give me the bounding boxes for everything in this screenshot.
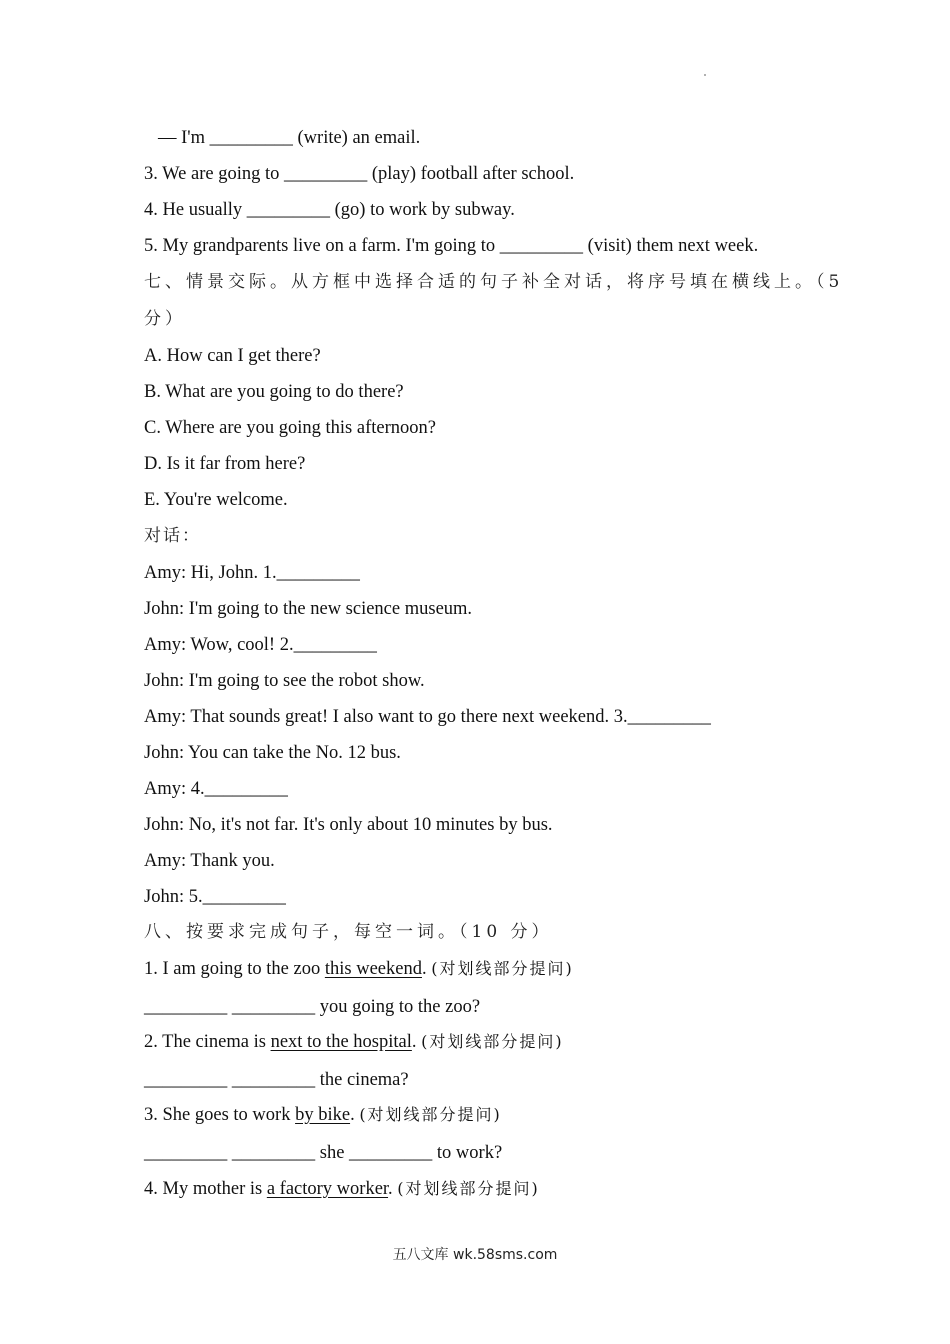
underlined-phrase: a factory worker <box>266 1179 389 1199</box>
dialogue-line: John: I'm going to the new science museum. <box>144 599 473 619</box>
dialogue-line: Amy: Thank you. <box>144 851 275 871</box>
option-e: E. You're welcome. <box>144 490 288 510</box>
footer-watermark: 五八文库 wk.58sms.com <box>392 1247 558 1263</box>
answer-line-1: _________ _________ you going to the zoo? <box>144 997 481 1017</box>
option-c: C. Where are you going this afternoon? <box>144 418 436 438</box>
question-note: (对划线部分提问) <box>359 1105 502 1124</box>
section-8-title: 八、按要求完成句子，每空一词。（10 分） <box>144 922 553 942</box>
dialogue-label: 对话： <box>144 526 201 546</box>
header-mark <box>704 74 706 76</box>
answer-line-2: _________ _________ the cinema? <box>144 1070 409 1090</box>
dialogue-line: John: You can take the No. 12 bus. <box>144 743 401 763</box>
dialogue-line: Amy: Wow, cool! 2._________ <box>144 635 377 655</box>
question-text: 2. The cinema is <box>144 1032 271 1052</box>
question-punct: . <box>350 1105 360 1125</box>
fill-blank-line: 3. We are going to _________ (play) football after school. <box>144 164 575 184</box>
dialogue-line: John: I'm going to see the robot show. <box>144 671 425 691</box>
section-7-title: 七、情景交际。从方框中选择合适的句子补全对话，将序号填在横线上。（5 <box>144 272 844 292</box>
underlined-phrase: this weekend <box>324 959 422 979</box>
section-7-title-cont: 分） <box>144 309 186 329</box>
question-punct: . <box>421 959 432 979</box>
question-2 <box>144 1030 564 1054</box>
question-text: 4. My mother is <box>144 1179 267 1199</box>
underlined-phrase: by bike <box>295 1105 351 1125</box>
dialogue-line: John: 5._________ <box>144 887 286 907</box>
option-a: A. How can I get there? <box>144 346 321 366</box>
question-note: (对划线部分提问) <box>421 1032 564 1051</box>
question-punct: . <box>388 1179 398 1199</box>
question-1 <box>144 957 574 981</box>
fill-blank-line: — I'm _________ (write) an email. <box>158 128 421 148</box>
answer-line-3: _________ _________ she _________ to work? <box>144 1143 503 1163</box>
question-text: 1. I am going to the zoo <box>144 959 325 979</box>
dialogue-line: Amy: 4._________ <box>144 779 288 799</box>
dialogue-line: John: No, it's not far. It's only about 10 minutes by bus. <box>144 815 553 835</box>
dialogue-line: Amy: That sounds great! I also want to go there next weekend. 3._________ <box>144 707 711 727</box>
question-text: 3. She goes to work <box>144 1105 296 1125</box>
option-b: B. What are you going to do there? <box>144 382 404 402</box>
question-4 <box>144 1177 540 1201</box>
question-punct: . <box>411 1032 422 1052</box>
option-d: D. Is it far from here? <box>144 454 306 474</box>
fill-blank-line: 5. My grandparents live on a farm. I'm going to _________ (visit) them next week. <box>144 236 759 256</box>
dialogue-line: Amy: Hi, John. 1._________ <box>144 563 360 583</box>
question-note: (对划线部分提问) <box>431 959 574 978</box>
question-note: (对划线部分提问) <box>397 1179 540 1198</box>
fill-blank-line: 4. He usually _________ (go) to work by subway. <box>144 200 515 220</box>
question-3 <box>144 1103 502 1127</box>
underlined-phrase: next to the hospital <box>270 1032 412 1052</box>
